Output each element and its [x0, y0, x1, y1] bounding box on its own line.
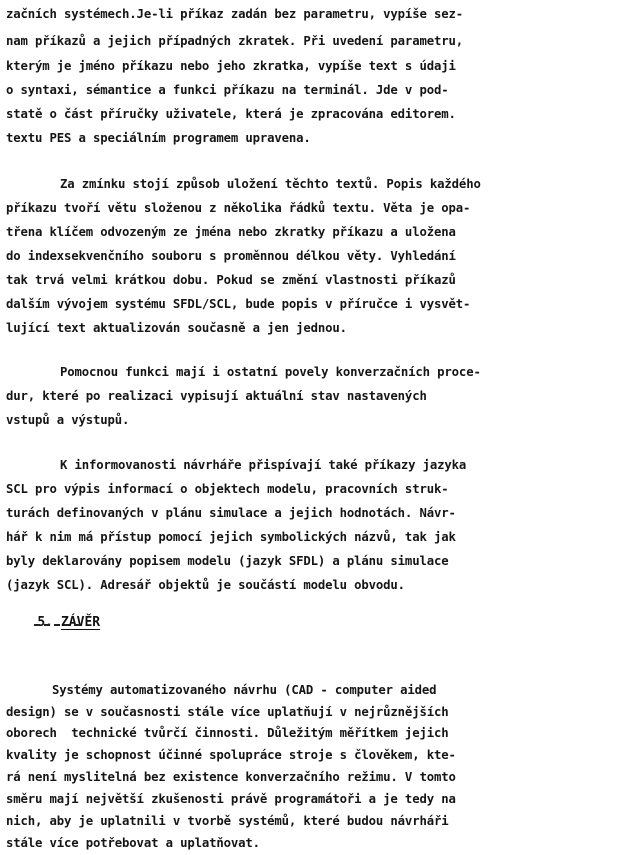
section-number: 5. — [37, 615, 53, 630]
text-line: oborech technické tvůrčí činnosti. Důležitým měřítkem jejich — [6, 726, 449, 740]
section-title: ZÁVĚR — [60, 615, 101, 630]
section-heading — [6, 599, 100, 647]
text-line: kvality je schopnost účinné spolupráce stroje s člověkem, kte- — [6, 748, 456, 762]
text-line: stále více potřebovat a uplatňovat. — [6, 836, 260, 850]
text-line: Za zmínku stojí způsob uložení těchto textů. Popis každého — [60, 177, 481, 191]
text-line: kterým je jméno příkazu nebo jeho zkratka, vypíše text s údaji — [6, 59, 456, 73]
text-line: statě o část příručky uživatele, která je zpracována editorem. — [6, 107, 456, 121]
text-line: textu PES a speciálním programem upravena. — [6, 131, 311, 145]
text-line: o syntaxi, sémantice a funkci příkazu na terminál. Jde v pod- — [6, 83, 449, 97]
text-line: začních systémech.Je-li příkaz zadán bez parametru, vypíše sez- — [6, 7, 463, 21]
text-line: hář k nim má přístup pomocí jejich symbolických názvů, tak jak — [6, 530, 456, 544]
text-line: turách definovaných v plánu simulace a jejich hodnotách. Návr- — [6, 506, 456, 520]
text-line: do indexsekvenčního souboru s proměnnou délkou věty. Vyhledání — [6, 249, 456, 263]
text-line: směru mají největší zkušenosti právě programátoři a je tedy na — [6, 792, 456, 806]
text-line: dur, které po realizaci vypisují aktuální stav nastavených — [6, 389, 427, 403]
text-line: nam příkazů a jejich případných zkratek. Při uvedení parametru, — [6, 34, 463, 48]
text-line: K informovanosti návrháře přispívají také příkazy jazyka — [60, 458, 467, 472]
text-line: rá není myslitelná bez existence konverzačního režimu. V tomto — [6, 770, 456, 784]
text-line: třena klíčem odvozeným ze jména nebo zkratky příkazu a uložena — [6, 225, 456, 239]
text-line: Systémy automatizovaného návrhu (CAD - computer aided — [52, 683, 437, 697]
text-line: lující text aktualizován současně a jen jednou. — [6, 321, 347, 335]
heading-underline-dash — [34, 624, 80, 626]
text-line: design) se v současnosti stále více uplatňují v nejrůznějších — [6, 705, 449, 719]
text-line: vstupů a výstupů. — [6, 413, 130, 427]
text-line: byly deklarovány popisem modelu (jazyk SFDL) a plánu simulace — [6, 554, 449, 568]
text-line: příkazu tvoří větu složenou z několika řádků textu. Věta je opa- — [6, 201, 471, 215]
text-line: (jazyk SCL). Adresář objektů je součástí modelu obvodu. — [6, 578, 405, 592]
text-line: dalším vývojem systému SFDL/SCL, bude popis v příručce i vysvět- — [6, 297, 471, 311]
text-line: Pomocnou funkci mají i ostatní povely konverzačních proce- — [60, 365, 481, 379]
text-line: SCL pro výpis informací o objektech modelu, pracovních struk- — [6, 482, 449, 496]
text-line: nich, aby je uplatnili v tvorbě systémů, které budou návrháři — [6, 814, 449, 828]
text-line: tak trvá velmi krátkou dobu. Pokud se změní vlastnosti příkazů — [6, 273, 456, 287]
